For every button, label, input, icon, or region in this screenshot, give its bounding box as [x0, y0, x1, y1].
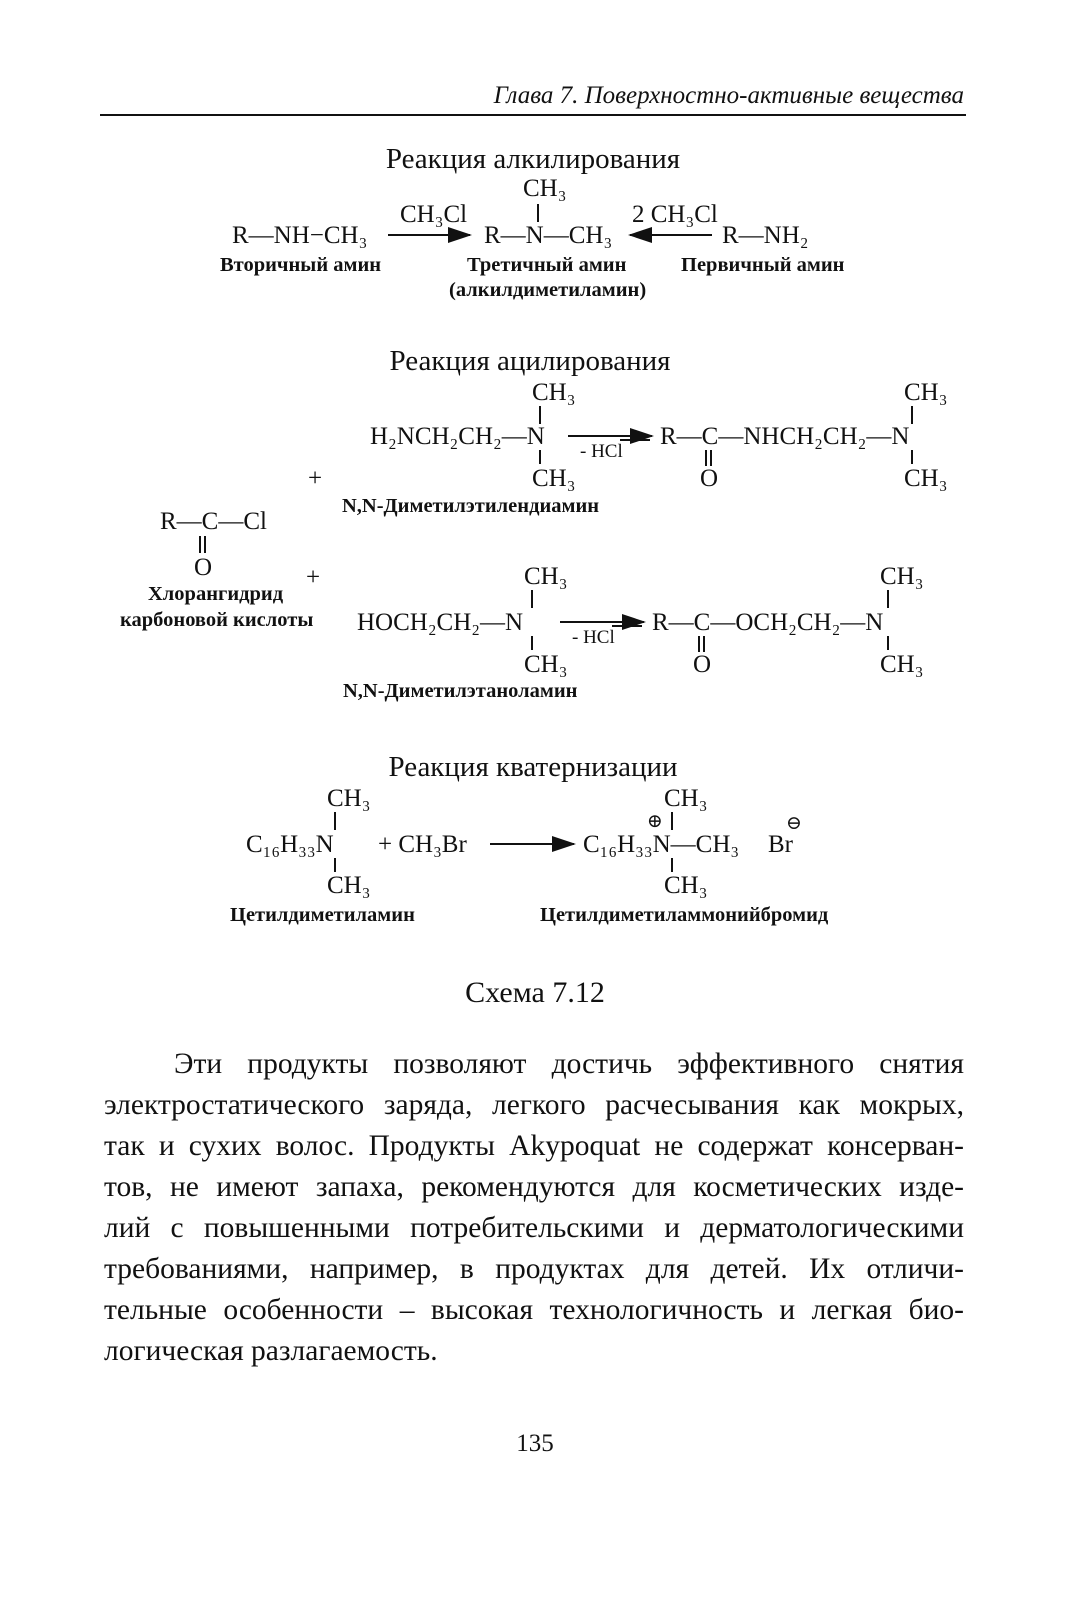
primary-amine-formula: R—NH₂ [722, 222, 809, 249]
cetyl-amine-top-methyl: CH₃ [327, 785, 371, 812]
amide-product-bottom-methyl: CH₃ [904, 465, 948, 492]
ester-oxygen: O [693, 651, 712, 678]
quaternization-title: Реакция кватернизации [388, 751, 678, 783]
paragraph-line: Эти продукты позволяют достичь эффективного снятия [174, 1048, 964, 1080]
paragraph-line: лий с повышенными потребительскими и дерматологическими [104, 1212, 964, 1244]
scheme-caption: Схема 7.12 [465, 976, 605, 1009]
amide-oxygen: O [700, 465, 719, 492]
paragraph-line: логическая разлагаемость. [104, 1335, 438, 1367]
bromide-anion: Br [768, 831, 793, 858]
diamine-top-methyl: CH₃ [532, 379, 576, 406]
ethanolamine-formula: HOCH₂CH₂—N [357, 609, 524, 636]
ester-product-top-methyl: CH₃ [880, 563, 924, 590]
acid-chloride-formula: R—C—Cl [160, 508, 267, 535]
diamine-bottom-methyl: CH₃ [532, 465, 576, 492]
negative-charge-icon: ⊖ [786, 813, 802, 834]
ester-product-formula: R—C—OCH₂CH₂—N [652, 609, 884, 636]
ammonium-bottom-methyl: CH₃ [664, 872, 708, 899]
alkylation-title: Реакция алкилирования [385, 143, 681, 175]
quaternization-section [230, 751, 829, 926]
paragraph-line: тельные особенности – высокая технологичность и легкая био- [104, 1294, 964, 1326]
secondary-amine-label: Вторичный амин [220, 254, 382, 276]
acid-chloride-label-2: карбоновой кислоты [120, 609, 314, 631]
tertiary-amine-label-2: (алкилдиметиламин) [449, 279, 647, 301]
amide-product-top-methyl: CH₃ [904, 379, 948, 406]
alkylation-reagent-right: 2 CH₃Cl [632, 201, 718, 228]
acid-chloride-oxygen: O [194, 554, 213, 581]
amide-product-formula: R—C—NHCH₂CH₂—N [660, 423, 910, 450]
methyl-bromide-reagent: + CH₃Br [378, 831, 467, 858]
running-head: Глава 7. Поверхностно-активные вещества [493, 82, 964, 109]
primary-amine-label: Первичный амин [681, 254, 845, 276]
tertiary-amine-label: Третичный амин [467, 254, 627, 276]
diamine-formula: H₂NCH₂CH₂—N [370, 423, 545, 450]
paragraph-line: электростатического заряда, легкого расчесывания как мокрых, [104, 1089, 964, 1121]
page-number: 135 [516, 1430, 554, 1457]
paragraph-line: тов, не имеют запаха, рекомендуются для косметических изде- [104, 1171, 964, 1203]
positive-charge-icon: ⊕ [647, 811, 663, 832]
hcl-loss-2: - HCl [572, 627, 615, 648]
cetyl-amine-bottom-methyl: CH₃ [327, 872, 371, 899]
cetyl-amine-label: Цетилдиметиламин [230, 904, 415, 926]
ethanolamine-label: N,N-Диметилэтаноламин [343, 680, 578, 702]
plus-sign-upper: + [308, 465, 323, 492]
acylation-section [120, 345, 947, 702]
diamine-label: N,N-Диметилэтилендиамин [342, 495, 600, 517]
ethanolamine-bottom-methyl: CH₃ [524, 651, 568, 678]
tertiary-amine-formula: R—N—CH₃ [484, 222, 613, 249]
ammonium-label: Цетилдиметиламмонийбромид [540, 904, 829, 926]
tertiary-amine-top-methyl: CH₃ [523, 175, 567, 202]
ethanolamine-top-methyl: CH₃ [524, 563, 568, 590]
hcl-loss-1: - HCl [580, 441, 623, 462]
alkylation-section [220, 143, 845, 301]
acid-chloride-label-1: Хлорангидрид [148, 583, 284, 605]
cetyl-amine-formula: C₁₆H₃₃N [246, 831, 334, 858]
ammonium-top-methyl: CH₃ [664, 785, 708, 812]
plus-sign-lower: + [306, 564, 321, 591]
body-paragraph [104, 1044, 964, 1372]
acylation-title: Реакция ацилирования [389, 345, 671, 377]
paragraph-line: требованиями, например, в продуктах для детей. Их отличи- [104, 1253, 964, 1285]
paragraph-line: так и сухих волос. Продукты Akypoquat не содержат консерван- [104, 1130, 964, 1162]
secondary-amine-formula: R—NH−CH₃ [232, 222, 368, 249]
ester-product-bottom-methyl: CH₃ [880, 651, 924, 678]
ammonium-formula: C₁₆H₃₃N—CH₃ [583, 831, 740, 858]
alkylation-reagent-left: CH₃Cl [400, 201, 468, 228]
